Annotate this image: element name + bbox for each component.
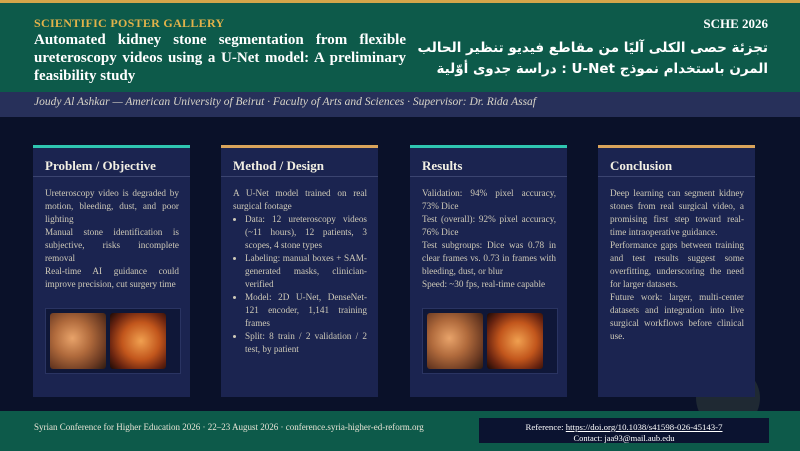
method-bullet: • Labeling: manual boxes + SAM-generated masks, clinician-verified xyxy=(245,252,367,291)
reference-label: Reference: xyxy=(525,422,566,432)
conclusion-text: Performance gaps between training and test results suggest some overfitting, underscoring the need for larger datasets. xyxy=(610,240,744,289)
header-accent-line xyxy=(0,0,800,3)
card-divider xyxy=(33,176,190,177)
method-list xyxy=(233,213,367,356)
poster-title-arabic: تجزئة حصى الكلى آليًا من مقاطع فيديو تنظير الحالب المرن باستخدام نموذج U-Net : دراسة جدوى أوّلية xyxy=(417,40,768,77)
card-accent-bar xyxy=(33,145,190,148)
card-heading: Conclusion xyxy=(610,158,673,173)
endoscopy-frame-image xyxy=(50,313,106,369)
method-intro: A U-Net model trained on real surgical footage xyxy=(233,188,367,211)
conclusion-text: Future work: larger, multi-center datasets and integration into live surgical workflows before clinical use. xyxy=(610,292,744,341)
card-divider xyxy=(221,176,378,177)
problem-text: Manual stone identification is subjective, risks incomplete removal xyxy=(45,227,179,263)
card-body xyxy=(610,187,744,343)
results-text: Speed: ~30 fps, real-time capable xyxy=(422,279,546,289)
results-text: Validation: 94% pixel accuracy, 73% Dice xyxy=(422,188,556,211)
card-heading: Method / Design xyxy=(233,158,324,173)
author-line: Joudy Al Ashkar — American University of Beirut · Faculty of Arts and Sciences · Supervisor: Dr. Rida Assaf xyxy=(34,96,537,108)
conference-tag: SCHE 2026 xyxy=(703,16,768,31)
results-text: Test subgroups: Dice was 0.78 in clear frames vs. 0.73 in frames with bleeding, dust, or blur xyxy=(422,240,556,276)
reference-doi-link[interactable]: https://doi.org/10.1038/s41598-026-45143-7 xyxy=(565,422,723,432)
card-body xyxy=(233,187,367,356)
contact-email[interactable]: Contact: jaa93@mail.aub.edu xyxy=(573,433,675,443)
card-method xyxy=(221,145,378,397)
reference-box xyxy=(479,418,769,443)
card-accent-bar xyxy=(598,145,755,148)
card-divider xyxy=(410,176,567,177)
card-accent-bar xyxy=(410,145,567,148)
card-body xyxy=(422,187,556,291)
card-accent-bar xyxy=(221,145,378,148)
card-heading: Problem / Objective xyxy=(45,158,156,173)
problem-text: Ureteroscopy video is degraded by motion, bleeding, dust, and poor lighting xyxy=(45,188,179,224)
poster-header xyxy=(0,0,800,92)
poster-title-english: Automated kidney stone segmentation from flexible ureteroscopy videos using a U-Net model: A preliminary feasibility study xyxy=(34,32,406,84)
results-text: Test (overall): 92% pixel accuracy, 76% Dice xyxy=(422,214,556,237)
conference-info: Syrian Conference for Higher Education 2026 · 22–23 August 2026 · conference.syria-higher-ed-reform.org xyxy=(34,422,424,432)
conclusion-text: Deep learning can segment kidney stones from real surgical video, a promising first step toward real-time intraoperative guidance. xyxy=(610,188,744,237)
card-results xyxy=(410,145,567,397)
method-bullet: • Model: 2D U-Net, DenseNet-121 encoder, 1,141 training frames xyxy=(245,291,367,330)
card-conclusion xyxy=(598,145,755,397)
endoscopy-frame-image xyxy=(487,313,543,369)
endoscopy-image-strip xyxy=(422,308,558,374)
endoscopy-frame-image xyxy=(427,313,483,369)
reference-line xyxy=(479,422,769,432)
card-divider xyxy=(598,176,755,177)
method-bullet: • Split: 8 train / 2 validation / 2 test, by patient xyxy=(245,330,367,356)
problem-text: Real-time AI guidance could improve precision, cut surgery time xyxy=(45,266,179,289)
author-bar xyxy=(0,92,800,117)
endoscopy-image-strip xyxy=(45,308,181,374)
gallery-kicker: SCIENTIFIC POSTER GALLERY xyxy=(34,16,225,30)
card-body xyxy=(45,187,179,291)
endoscopy-frame-image xyxy=(110,313,166,369)
card-problem xyxy=(33,145,190,397)
method-bullet: • Data: 12 ureteroscopy videos (~11 hours), 12 patients, 3 scopes, 4 stone types xyxy=(245,213,367,252)
card-heading: Results xyxy=(422,158,463,173)
